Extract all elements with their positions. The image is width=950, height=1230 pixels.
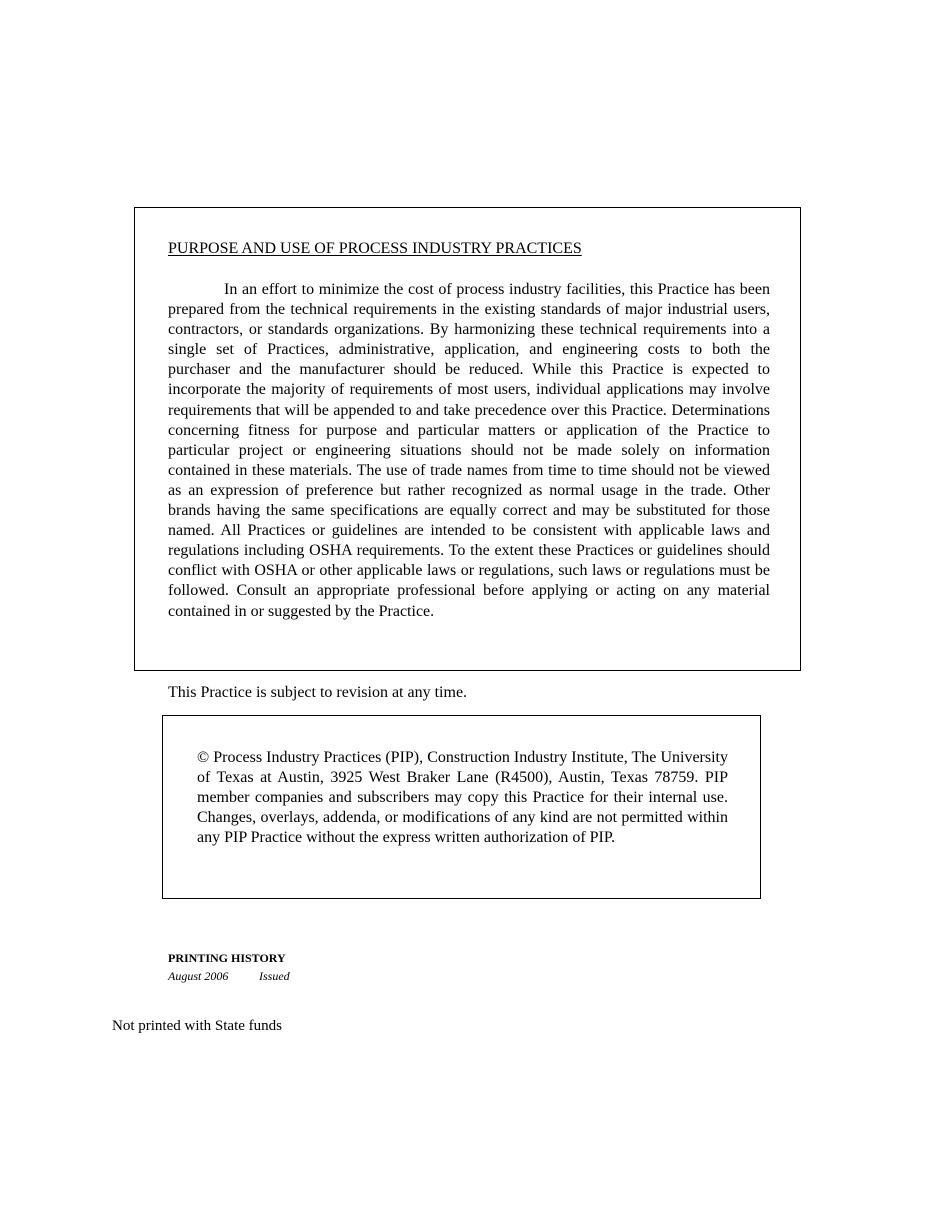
revision-note: This Practice is subject to revision at any time. [168, 684, 468, 701]
history-status: Issued [259, 969, 290, 983]
history-date: August 2006 [168, 969, 229, 983]
purpose-box [134, 207, 801, 671]
copyright-box [162, 715, 761, 899]
printing-history-title: PRINTING HISTORY [168, 951, 286, 965]
printing-history-entry [168, 968, 290, 984]
purpose-paragraph: In an effort to minimize the cost of process industry facilities, this Practice has been prepared from the technical requirements in the existing standards of major industrial users, contractors, or standards organizations. By harmonizing these technical requirements into a single set of Practices, administrative, application, and engineering costs to both the purchaser and the manufacturer should be reduced. While this Practice is expected to incorporate the majority of requirements of most users, individual applications may involve requirements that will be appended to and take precedence over this Practice. Determinations concerning fitness for purpose and particular matters or application of the Practice to particular project or engineering situations should not be made solely on information contained in these materials. The use of trade names from time to time should not be viewed as an expression of preference but rather recognized as normal usage in the trade. Other brands having the same specifications are equally correct and may be substituted for those named. All Practices or guidelines are intended to be consistent with applicable laws and regulations including OSHA requirements. To the extent these Practices or guidelines should conflict with OSHA or other applicable laws or regulations, such laws or regulations must be followed. Consult an appropriate professional before applying or acting on any material contained in or suggested by the Practice. [168, 281, 770, 620]
funding-note: Not printed with State funds [112, 1018, 282, 1034]
purpose-heading: PURPOSE AND USE OF PROCESS INDUSTRY PRACTICES [168, 240, 582, 257]
copyright-notice: © Process Industry Practices (PIP), Construction Industry Institute, The University of Texas at Austin, 3925 West Braker Lane (R4500), Austin, Texas 78759. PIP member companies and subscribers may copy this Practice for their internal use. Changes, overlays, addenda, or modifications of any kind are not permitted within any PIP Practice without the express written authorization of PIP. [197, 749, 728, 846]
